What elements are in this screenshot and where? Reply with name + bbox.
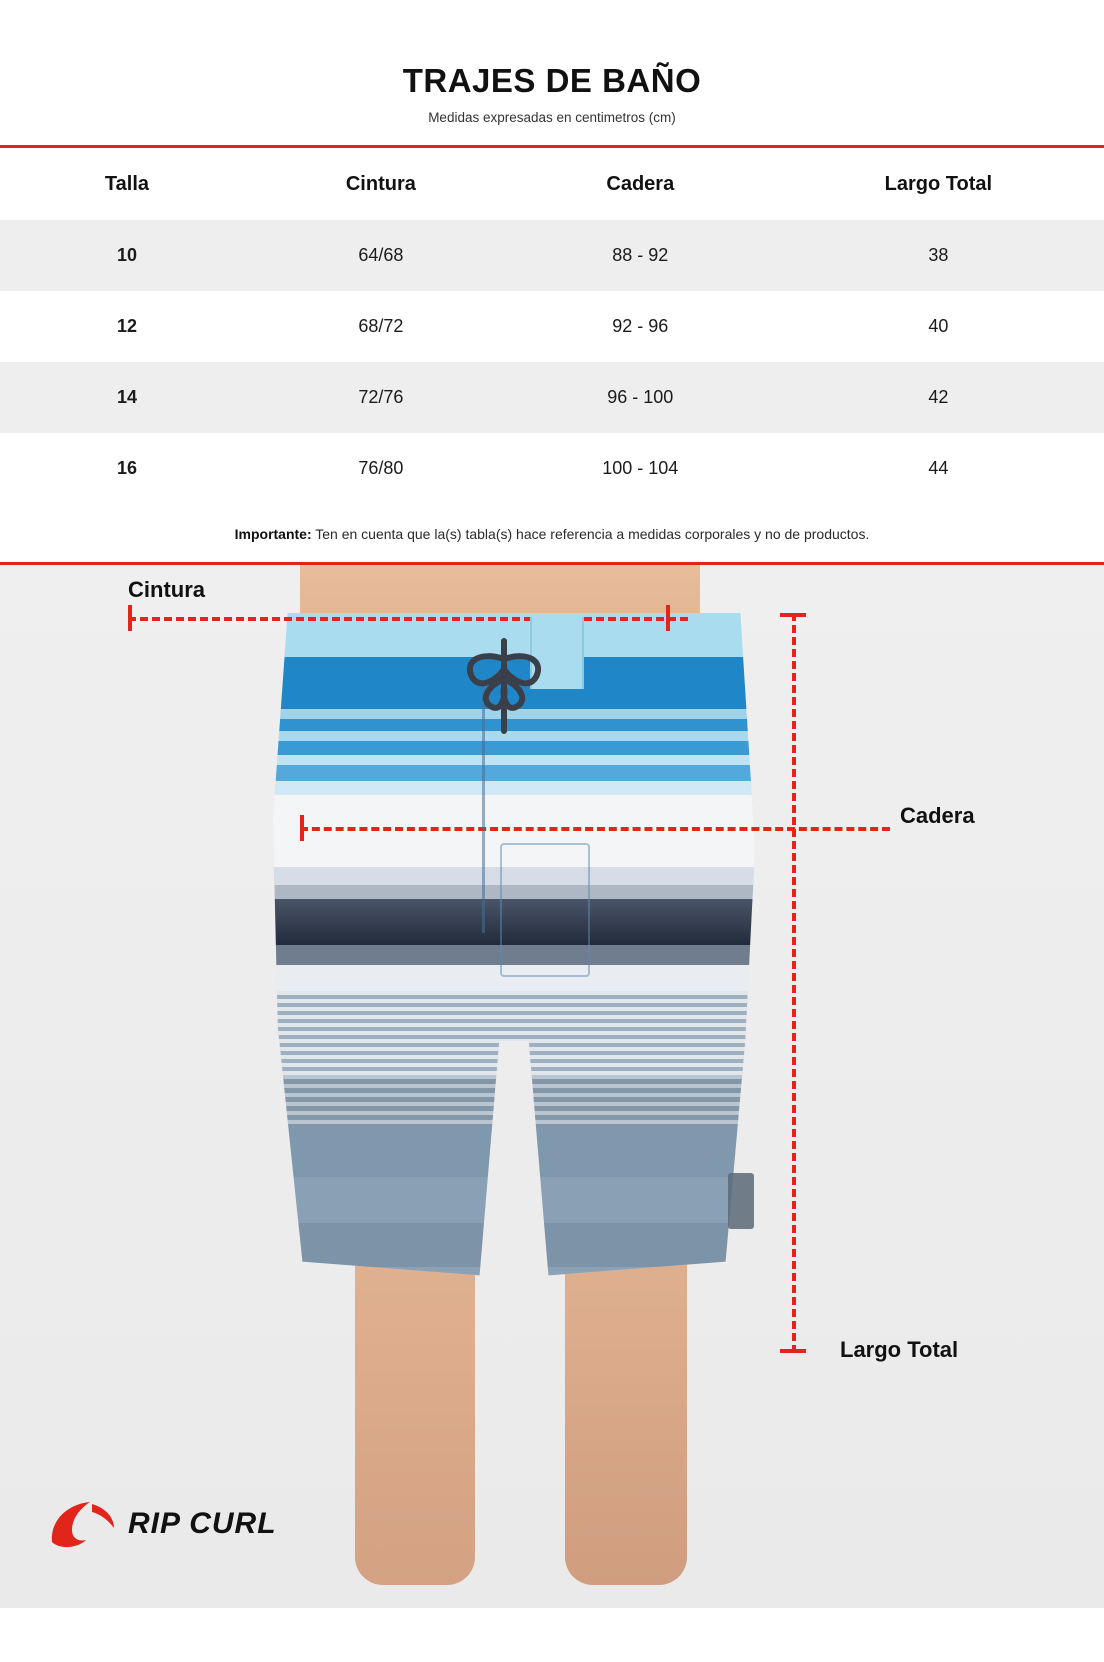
brand-name: RIP CURL — [128, 1507, 277, 1540]
model-leg-right — [565, 1255, 687, 1585]
cintura-tick-right — [666, 605, 670, 631]
cell-talla: 14 — [116, 387, 137, 407]
boardshorts-graphic — [268, 613, 760, 1303]
cell-cintura: 68/72 — [358, 316, 404, 336]
largo-total-tick-top — [780, 613, 806, 617]
cell-cadera: 96 - 100 — [607, 387, 674, 407]
table-header-row — [0, 148, 1104, 220]
table-row — [0, 291, 1104, 362]
cell-cintura: 64/68 — [358, 245, 404, 265]
important-note-text: Ten en cuenta que la(s) tabla(s) hace referencia a medidas corporales y no de productos. — [311, 526, 870, 542]
table-row — [0, 362, 1104, 433]
column-header-cintura: Cintura — [345, 173, 416, 195]
largo-total-tick-bottom — [780, 1349, 806, 1353]
brand-logo — [48, 1498, 277, 1550]
cell-cadera: 88 - 92 — [612, 245, 669, 265]
label-largo-total: Largo Total — [840, 1337, 959, 1362]
size-table — [0, 148, 1104, 504]
cell-talla: 16 — [116, 458, 137, 478]
drawcord-icon — [446, 635, 566, 745]
cintura-tick-left — [128, 605, 132, 631]
cadera-tick-left — [300, 815, 304, 841]
label-cadera: Cadera — [900, 803, 975, 828]
cell-cintura: 72/76 — [358, 387, 404, 407]
cadera-dash-line — [300, 827, 890, 831]
important-note-label: Importante: — [234, 526, 312, 542]
table-row — [0, 220, 1104, 291]
cell-talla: 10 — [116, 245, 137, 265]
rip-curl-wave-icon — [48, 1498, 118, 1550]
pocket-outline — [500, 843, 590, 977]
cell-largo-total: 44 — [928, 458, 949, 478]
column-header-largo-total: Largo Total — [884, 173, 993, 195]
model-leg-left — [355, 1255, 475, 1585]
cell-talla: 12 — [116, 316, 137, 336]
cell-cadera: 92 - 96 — [612, 316, 669, 336]
cell-largo-total: 38 — [928, 245, 949, 265]
cell-largo-total: 40 — [928, 316, 949, 336]
cell-largo-total: 42 — [928, 387, 949, 407]
column-header-talla: Talla — [104, 173, 149, 195]
brand-badge-icon — [728, 1173, 754, 1229]
cell-cintura: 76/80 — [358, 458, 404, 478]
product-diagram — [0, 562, 1104, 1608]
page-title: TRAJES DE BAÑO — [402, 62, 702, 99]
page-subtitle: Medidas expresadas en centimetros (cm) — [428, 110, 676, 125]
largo-total-dash-line — [792, 613, 796, 1353]
important-note — [0, 504, 1104, 562]
cell-cadera: 100 - 104 — [602, 458, 679, 478]
label-cintura: Cintura — [128, 577, 205, 602]
column-header-cadera: Cadera — [606, 173, 675, 195]
cintura-dash-line — [128, 617, 688, 621]
table-row — [0, 433, 1104, 504]
